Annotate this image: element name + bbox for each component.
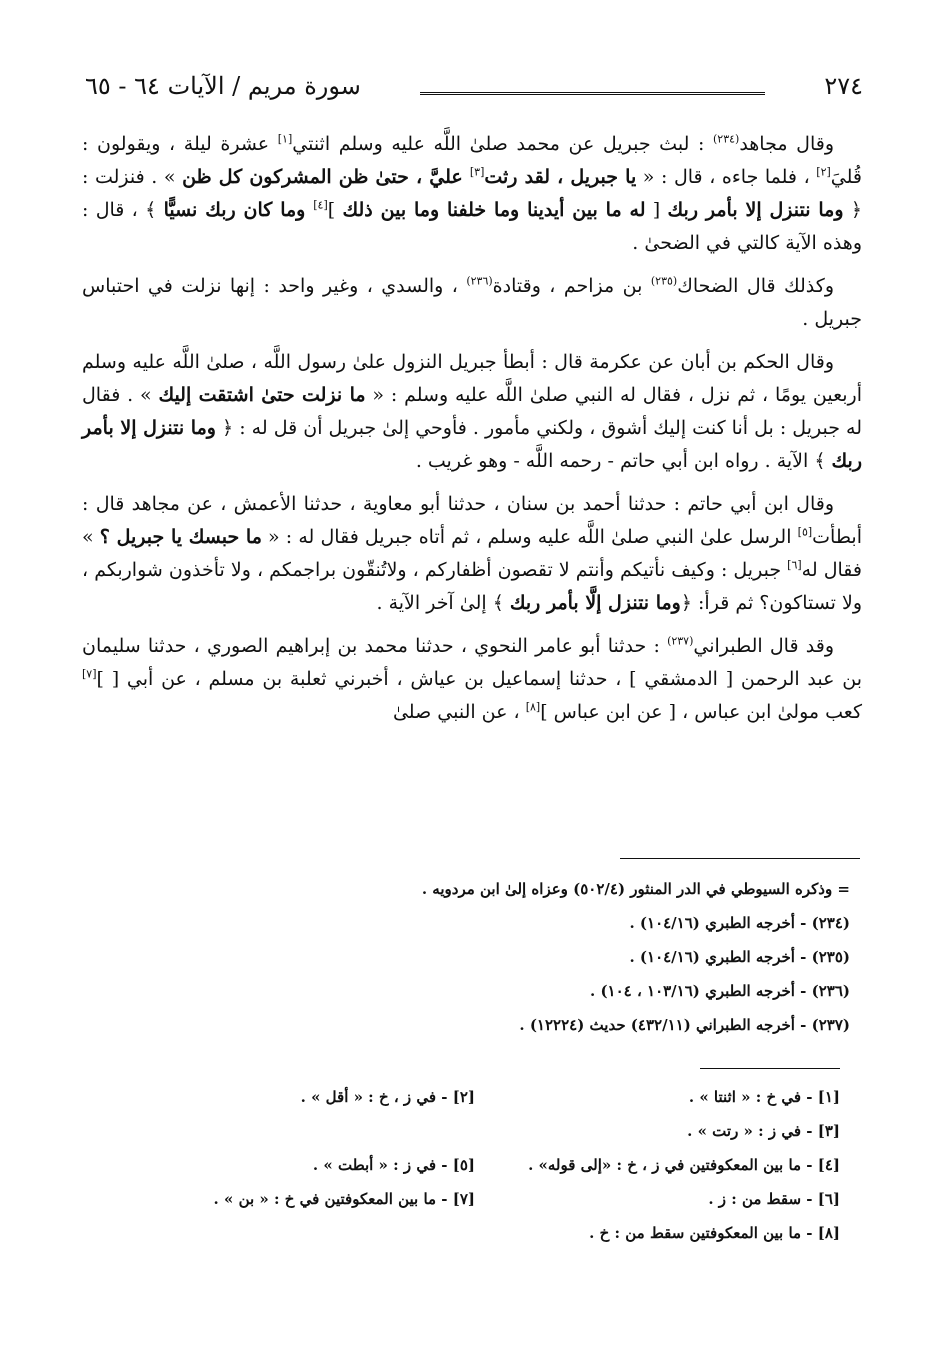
text-span: : لبث جبريل عن محمد صلىٰ اللَّه عليه وسلم اثنتي bbox=[292, 133, 713, 155]
variant-note-7: [٧] - ما بين المعكوفتين في خ : « بن » . bbox=[213, 1190, 475, 1208]
page-number: ٢٧٤ bbox=[824, 72, 863, 100]
running-header bbox=[85, 66, 863, 106]
footnote-ref: (٢٣٤) bbox=[712, 132, 740, 146]
text-span: » فقال له bbox=[82, 526, 862, 581]
variant-note-3: [٣] - في ز : « رتت » . bbox=[687, 1122, 840, 1140]
variant-row bbox=[110, 1114, 840, 1148]
text-span: وقال ابن أبي حاتم : حدثنا أحمد بن سنان ، حدثنا أبو معاوية ، حدثنا الأعمش ، عن مجاهد قال : أبطأت bbox=[82, 493, 863, 548]
text-span: عشرة ليلة ، ويقولون : قُليَ bbox=[82, 133, 863, 188]
text-span: ، فلما جاءه ، قال : « bbox=[636, 166, 817, 188]
text-span: كعب مولىٰ ابن عباس ، [ عن ابن عباس ] bbox=[540, 701, 862, 723]
footnotes bbox=[250, 872, 850, 1042]
text-span: بن مزاحم ، وقتادة bbox=[492, 275, 651, 297]
text-span: ﴾ الآية . رواه ابن أبي حاتم - رحمه اللَّه - وهو غريب . bbox=[415, 450, 832, 472]
text-span: ، والسدي ، وغير واحد : إنها نزلت في احتباس جبريل . bbox=[82, 275, 862, 330]
quran-verse: وما نتنزل إلَّا بأمر ربك bbox=[509, 592, 681, 614]
text-span: وقال الحكم بن أبان عن عكرمة قال : أبطأ جبريل النزول علىٰ رسول اللَّه ، صلىٰ اللَّه عليه وسلم أربعين يومًا ، ثم نزل ، فقال له النبي صلىٰ اللَّه عليه وسلم : « bbox=[82, 351, 862, 406]
text-span: ﴾ إلىٰ آخر الآية . bbox=[376, 592, 510, 614]
footnote-234: (٢٣٤) - أخرجه الطبري (١٠٤/١٦) . bbox=[629, 914, 850, 932]
text-span: وقد قال الطبراني bbox=[693, 635, 834, 657]
variant-row bbox=[110, 1148, 840, 1182]
variant-ref: [٣] bbox=[469, 165, 485, 179]
paragraph-5 bbox=[82, 630, 862, 729]
variant-row bbox=[110, 1216, 840, 1250]
text-span: الرسل علىٰ النبي صلىٰ اللَّه عليه وسلم ، ثم أتاه جبريل فقال له : « bbox=[261, 526, 798, 548]
paragraph-4 bbox=[82, 488, 862, 620]
quran-verse: وما كان ربك نسيًّا bbox=[163, 199, 314, 221]
footnote-divider bbox=[620, 858, 860, 859]
text-span: » . فقال له جبريل : بل أنا كنت إليك أشوق ، ولكني مأمور . فأوحي إلىٰ جبريل أن قل له : ﴿ bbox=[82, 384, 862, 439]
paragraph-2 bbox=[82, 270, 862, 336]
text-span: ، عن النبي صلىٰ bbox=[392, 701, 526, 723]
quran-verse: له ما بين أيدينا وما خلفنا وما بين ذلك bbox=[342, 199, 646, 221]
quran-verse: وما نتنزل إلا بأمر ربك bbox=[667, 199, 844, 221]
variant-ref: [٦] bbox=[787, 558, 802, 572]
text-span: جبريل : وكيف نأتيكم وأنتم لا تقصون أظفاركم ، ولاتُنقّون براجمكم ، ولا تأخذون شواربكم ، ولا تستاكون؟ ثم قرأ: ﴿ bbox=[82, 559, 862, 614]
quoted-text: ما حبسك يا جبريل ؟ bbox=[99, 526, 262, 548]
quoted-text: يا جبريل ، لقد رثت bbox=[484, 166, 637, 188]
variants-divider bbox=[700, 1068, 840, 1069]
variant-row bbox=[110, 1182, 840, 1216]
text-span: ] bbox=[327, 199, 343, 221]
variant-note-4: [٤] - ما بين المعكوفتين في ز ، خ : «إلى قوله» . bbox=[528, 1156, 840, 1174]
header-rule bbox=[420, 92, 765, 95]
chapter-title: سورة مريم / الآيات ٦٤ - ٦٥ bbox=[85, 72, 361, 100]
text-span: وقال مجاهد bbox=[739, 133, 834, 155]
text-span: وكذلك قال الضحاك bbox=[677, 275, 834, 297]
quoted-text: عليَّ ، حتىٰ ظن المشركون كل ظن bbox=[182, 166, 470, 188]
variant-note-1: [١] - في خ : « اثنتا » . bbox=[688, 1088, 840, 1106]
paragraph-1 bbox=[82, 128, 862, 260]
footnote-ref: (٢٣٥) bbox=[650, 274, 678, 288]
footnote-continuation: = وذكره السيوطي في الدر المنثور (٥٠٢/٤) وعزاه إلىٰ ابن مردويه . bbox=[421, 880, 850, 898]
manuscript-variants bbox=[110, 1080, 840, 1250]
variant-note-2: [٢] - في ز ، خ : « أقل » . bbox=[300, 1088, 475, 1106]
variant-row bbox=[110, 1080, 840, 1114]
main-text bbox=[82, 128, 862, 739]
variant-note-5: [٥] - في ز : « أبطت » . bbox=[312, 1156, 475, 1174]
text-span: ﴾ ، قال : وهذه الآية كالتي في الضحىٰ . bbox=[82, 199, 862, 254]
variant-note-6: [٦] - سقط من : ز . bbox=[708, 1190, 840, 1208]
footnote-ref: (٢٣٧) bbox=[667, 634, 694, 648]
text-span: [ bbox=[645, 199, 668, 221]
quran-verse: وما نتنزل إلا بأمر ربك bbox=[82, 417, 862, 472]
footnote-ref: (٢٣٦) bbox=[466, 274, 493, 288]
text-span: » . فنزلت : ﴿ bbox=[82, 166, 862, 221]
text-span: : حدثنا أبو عامر النحوي ، حدثنا محمد بن إبراهيم الصوري ، حدثنا سليمان بن عبد الرحمن [ الدمشقي ] ، حدثنا إسماعيل بن عياش ، أخبرني ثعلبة بن مسلم ، عن أبي [ ] bbox=[82, 635, 862, 690]
variant-ref: [٤] bbox=[313, 198, 328, 212]
variant-ref: [٢] bbox=[816, 165, 831, 179]
variant-note-8: [٨] - ما بين المعكوفتين سقط من : خ . bbox=[589, 1224, 840, 1242]
variant-ref: [٧] bbox=[82, 667, 97, 681]
paragraph-3 bbox=[82, 346, 862, 478]
variant-ref: [٨] bbox=[525, 700, 541, 714]
variant-ref: [٥] bbox=[797, 525, 813, 539]
footnote-236: (٢٣٦) - أخرجه الطبري (١٠٣/١٦ ، ١٠٤) . bbox=[590, 982, 850, 1000]
footnote-237: (٢٣٧) - أخرجه الطبراني (٤٣٢/١١) حديث (١٢٢٢٤) . bbox=[519, 1016, 850, 1034]
footnote-235: (٢٣٥) - أخرجه الطبري (١٠٤/١٦) . bbox=[629, 948, 850, 966]
variant-ref: [١] bbox=[277, 132, 293, 146]
quoted-text: ما نزلت حتىٰ اشتقت إليك bbox=[158, 384, 366, 406]
